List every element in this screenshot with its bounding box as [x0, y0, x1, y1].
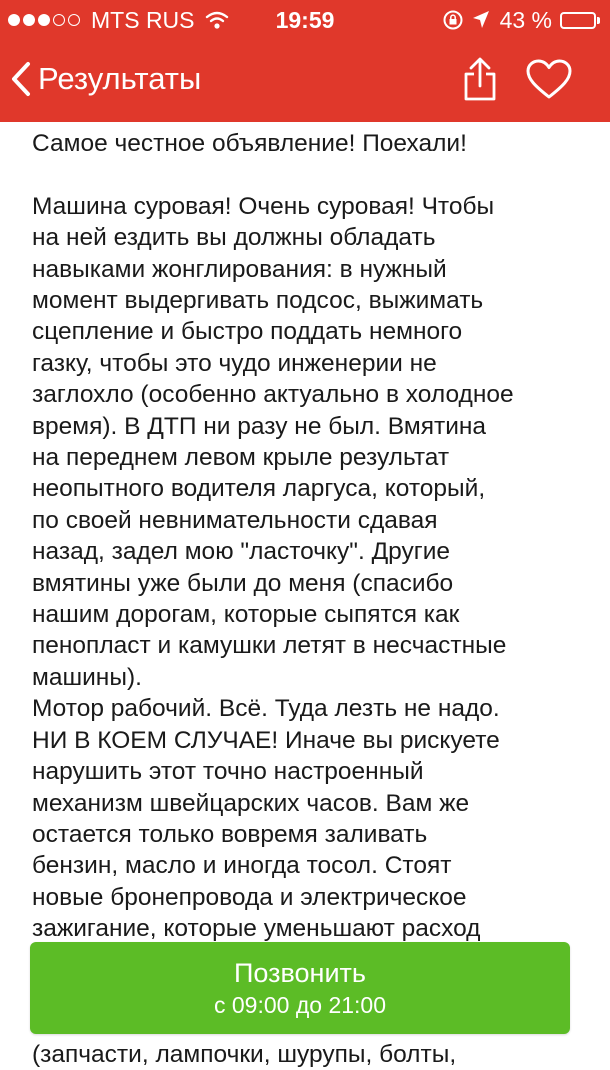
location-arrow-icon	[472, 10, 490, 30]
battery-percent: 43 %	[499, 7, 552, 33]
call-button-hours: с 09:00 до 21:00	[214, 992, 386, 1018]
heart-icon[interactable]	[525, 58, 573, 100]
paragraph-spacer	[32, 159, 592, 190]
navigation-bar	[0, 40, 610, 122]
lock-rotation-icon	[442, 9, 464, 31]
status-right	[442, 0, 600, 40]
description-paragraph: Мотор рабочий. Всё. Туда лезть не надо. НИ В КОЕМ СЛУЧАЕ! Иначе вы рискуете нарушить этот точно настроенный механизм швейцарских часов. Вам же остается только вовремя заливать бензин, масло и иногда тосол. Стоят новые бронепровода и электрическое зажигание, которые уменьшают расход	[32, 695, 500, 943]
description-intro: Самое честное объявление! Поехали!	[32, 130, 467, 157]
status-bar	[0, 0, 610, 40]
call-button-title: Позвонить	[234, 958, 366, 988]
back-chevron-icon	[10, 61, 32, 97]
header	[0, 0, 610, 122]
share-icon[interactable]	[460, 56, 500, 102]
description-paragraph: (запчасти, лампочки, шурупы, болты,	[32, 1040, 457, 1068]
battery-icon	[560, 12, 600, 29]
status-time: 19:59	[275, 7, 335, 33]
back-button[interactable]	[10, 54, 201, 104]
description-paragraph: Машина суровая! Очень суровая! Чтобы на ней ездить вы должны обладать навыками жонглирования: в нужный момент выдергивать подсос, выжимать сцепление и быстро поддать немного газку, чтобы это чудо инженерии не заглохло (особенно актуально в холодное время). В ДТП ни разу не был. Вмятина на переднем левом крыле результат неопытного водителя ларгуса, который, по своей невнимательности сдавая назад, задел мою "ласточку". Другие вмятины уже были до меня (спасибо нашим дорогам, которые сыпятся как пенопласт и камушки летят в несчастные машины).	[32, 192, 514, 691]
back-button-label: Результаты	[38, 61, 202, 96]
carrier-name: MTS RUS	[91, 7, 195, 33]
ad-description	[32, 128, 592, 1070]
call-button[interactable]	[30, 942, 570, 1034]
